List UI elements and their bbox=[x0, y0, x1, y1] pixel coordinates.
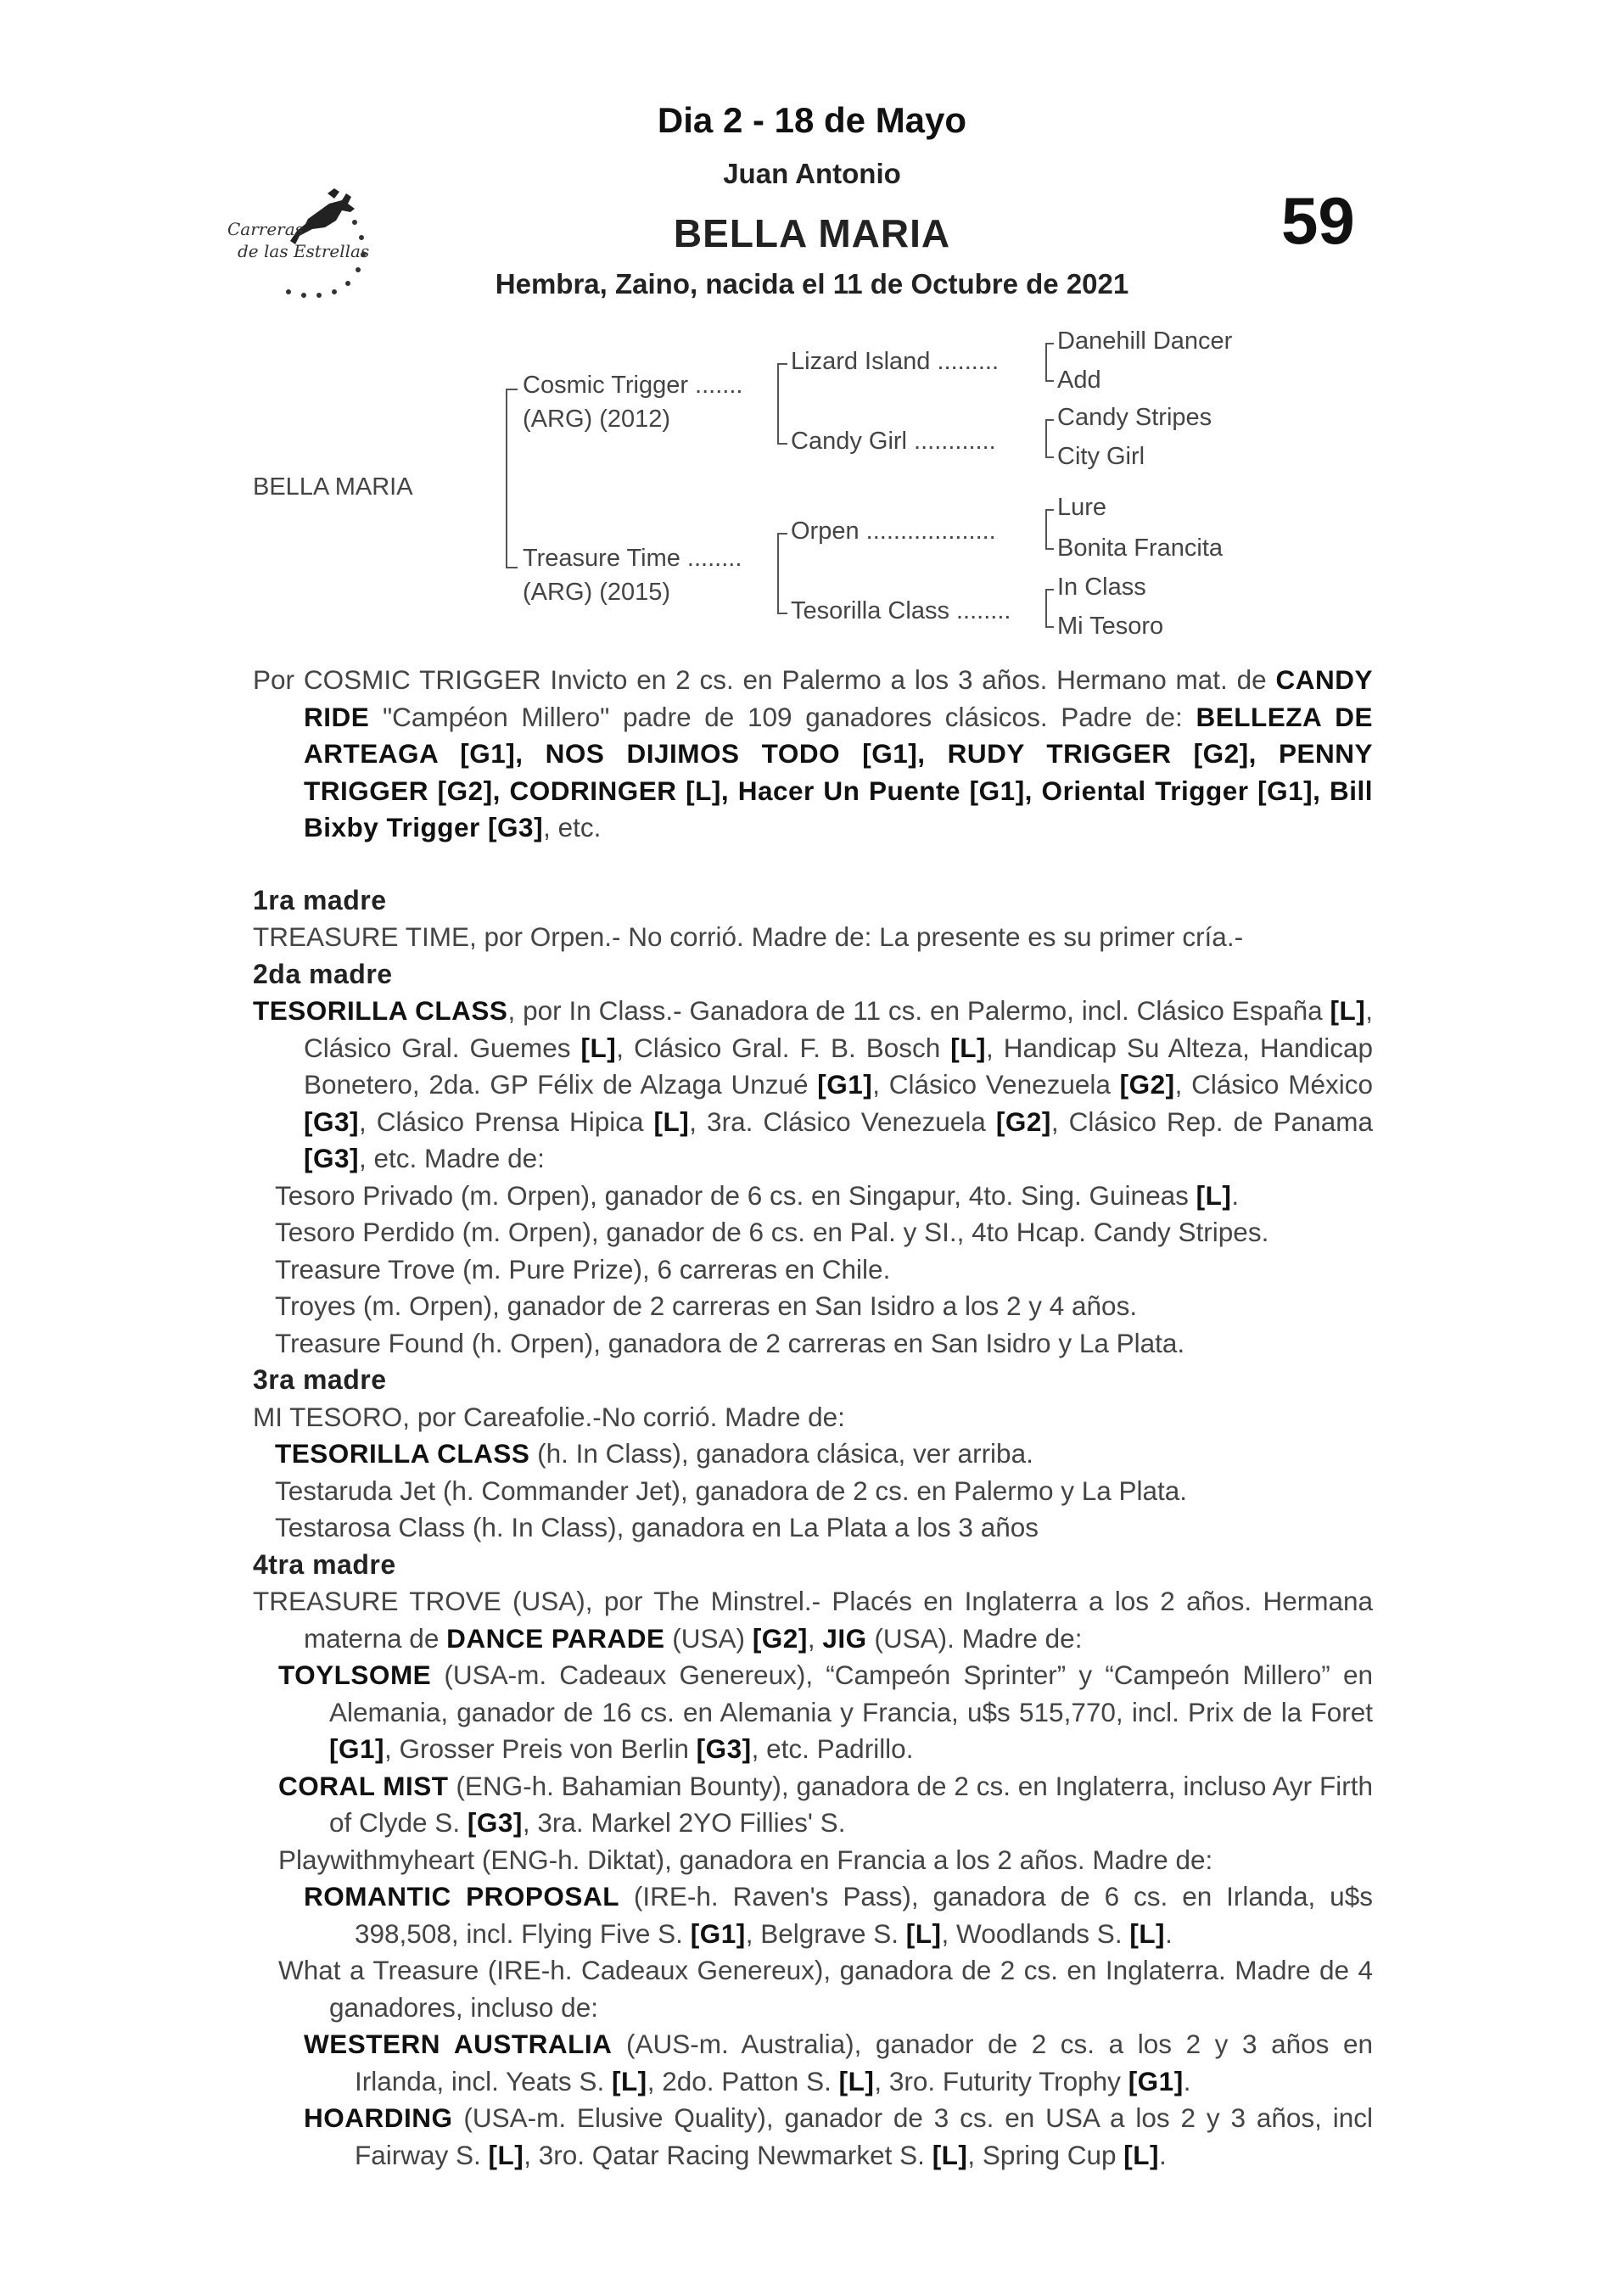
offspring-item: Tesoro Privado (m. Orpen), ganador de 6 cs. en Singapur, 4to. Sing. Guineas [L]. bbox=[275, 1179, 1240, 1211]
logo-text-2: de las Estrellas bbox=[238, 241, 370, 261]
second-dam-heading: 2da madre bbox=[253, 958, 393, 989]
offspring-item: Troyes (m. Orpen), ganador de 2 carreras en San Isidro a los 2 y 4 años. bbox=[275, 1290, 1138, 1321]
offspring-item: TESORILLA CLASS (h. In Class), ganadora clásica, ver arriba. bbox=[275, 1438, 1033, 1469]
ped-sd: Candy Girl ............ bbox=[791, 428, 996, 455]
offspring-item: TOYLSOME (USA-m. Cadeaux Genereux), “Campeón Sprinter” y “Campeón Millero” en Alemania, ganador de 16 cs. en Alemania y Francia, u$s 515,770, incl. Prix de la Foret [G1], Grosser Preis von Berlin [G3], etc. Padrillo. bbox=[278, 1660, 1373, 1764]
ped-dds: In Class bbox=[1057, 574, 1146, 601]
third-dam-heading: 3ra madre bbox=[253, 1364, 387, 1395]
logo bbox=[227, 185, 380, 304]
offspring-item: HOARDING (USA-m. Elusive Quality), ganador de 3 cs. en USA a los 2 y 3 años, incl Fairway S. [L], 3ro. Qatar Racing Newmarket S. [L], Spring Cup [L]. bbox=[304, 2102, 1373, 2170]
ped-sdd: City Girl bbox=[1057, 443, 1145, 470]
first-dam-text: TREASURE TIME, por Orpen.- No corrió. Madre de: La presente es su primer cría.- bbox=[253, 921, 1244, 952]
offspring-item: Tesoro Perdido (m. Orpen), ganador de 6 cs. en Pal. y SI., 4to Hcap. Candy Stripes. bbox=[275, 1217, 1269, 1247]
third-dam-text: MI TESORO, por Careafolie.-No corrió. Madre de: bbox=[253, 1401, 845, 1432]
offspring-item: Testarosa Class (h. In Class), ganadora en La Plata a los 3 años bbox=[275, 1512, 1039, 1542]
offspring-item: CORAL MIST (ENG-h. Bahamian Bounty), ganadora de 2 cs. en Inglaterra, incluso Ayr Firth of Clyde S. [G3], 3ra. Markel 2YO Fillies' S. bbox=[278, 1770, 1373, 1838]
catalog-body bbox=[253, 662, 1373, 2174]
ped-sire: Cosmic Trigger ....... bbox=[523, 372, 743, 399]
ped-subject: BELLA MARIA bbox=[253, 473, 413, 501]
first-dam-heading: 1ra madre bbox=[253, 884, 387, 915]
day-title: Dia 2 - 18 de Mayo bbox=[657, 100, 967, 140]
sire-paragraph: Por COSMIC TRIGGER Invicto en 2 cs. en Palermo a los 3 años. Hermano mat. de CANDY RIDE "Campéon Millero" padre de 109 ganadores clásicos. Padre de: BELLEZA DE ARTEAGA [G1], NOS DIJIMOS TODO [G1], RUDY TRIGGER [G2], PENNY TRIGGER [G2], CODRINGER [L], Hacer Un Puente [G1], Oriental Trigger [G1], Bill Bixby Trigger [G3], etc. bbox=[253, 664, 1373, 842]
offspring-item: Playwithmyheart (ENG-h. Diktat), ganadora en Francia a los 2 años. Madre de: bbox=[278, 1844, 1213, 1875]
ped-ds: Orpen ................... bbox=[791, 518, 996, 545]
ped-ss: Lizard Island ......... bbox=[791, 348, 999, 375]
ped-dd: Tesorilla Class ........ bbox=[791, 597, 1011, 624]
logo-text-1: Carreras bbox=[227, 219, 304, 239]
catalog-number: 59 bbox=[1281, 183, 1355, 258]
offspring-item: Treasure Found (h. Orpen), ganadora de 2 carreras en San Isidro y La Plata. bbox=[275, 1327, 1185, 1358]
offspring-item: ROMANTIC PROPOSAL (IRE-h. Raven's Pass), ganadora de 6 cs. en Irlanda, u$s 398,508, incl. Flying Five S. [G1], Belgrave S. [L], Woodlands S. [L]. bbox=[304, 1881, 1373, 1949]
offspring-item: WESTERN AUSTRALIA (AUS-m. Australia), ganador de 2 cs. a los 2 y 3 años en Irlanda, incl. Yeats S. [L], 2do. Patton S. [L], 3ro. Futurity Trophy [G1]. bbox=[304, 2029, 1373, 2096]
offspring-item: Treasure Trove (m. Pure Prize), 6 carreras en Chile. bbox=[275, 1253, 891, 1285]
ped-ddd: Mi Tesoro bbox=[1057, 613, 1164, 640]
owner-name: Juan Antonio bbox=[723, 158, 901, 189]
ped-dsd: Bonita Francita bbox=[1057, 535, 1224, 562]
ped-sds: Candy Stripes bbox=[1057, 404, 1212, 431]
ped-dam: Treasure Time ........ bbox=[523, 545, 742, 572]
second-dam-text: TESORILLA CLASS, por In Class.- Ganadora de 11 cs. en Palermo, incl. Clásico España [L], Clásico Gral. Guemes [L], Clásico Gral. F. B. Bosch [L], Handicap Su Alteza, Handicap Bonetero, 2da. GP Félix de Alzaga Unzué [G1], Clásico Venezuela [G2], Clásico México [G3], Clásico Prensa Hipica [L], 3ra. Clásico Venezuela [G2], Clásico Rep. de Panama [G3], etc. Madre de: bbox=[253, 995, 1374, 1173]
offspring-item: What a Treasure (IRE-h. Cadeaux Genereux), ganadora de 2 cs. en Inglaterra. Madre de 4 ganadores, incluso de: bbox=[278, 1955, 1373, 2023]
horse-description: Hembra, Zaino, nacida el 11 de Octubre de 2021 bbox=[495, 268, 1129, 299]
ped-ssd: Add bbox=[1057, 367, 1101, 394]
ped-dam-origin: (ARG) (2015) bbox=[523, 579, 671, 606]
fourth-dam-heading: 4tra madre bbox=[253, 1548, 396, 1580]
fourth-dam-text: TREASURE TROVE (USA), por The Minstrel.- Placés en Inglaterra a los 2 años. Hermana materna de DANCE PARADE (USA) [G2], JIG (USA). Madre de: bbox=[253, 1586, 1373, 1654]
offspring-item: Testaruda Jet (h. Commander Jet), ganadora de 2 cs. en Palermo y La Plata. bbox=[275, 1475, 1188, 1506]
ped-sss: Danehill Dancer bbox=[1057, 327, 1233, 355]
ped-dss: Lure bbox=[1057, 494, 1107, 521]
horse-name: BELLA MARIA bbox=[673, 211, 951, 255]
ped-sire-origin: (ARG) (2012) bbox=[523, 406, 671, 433]
